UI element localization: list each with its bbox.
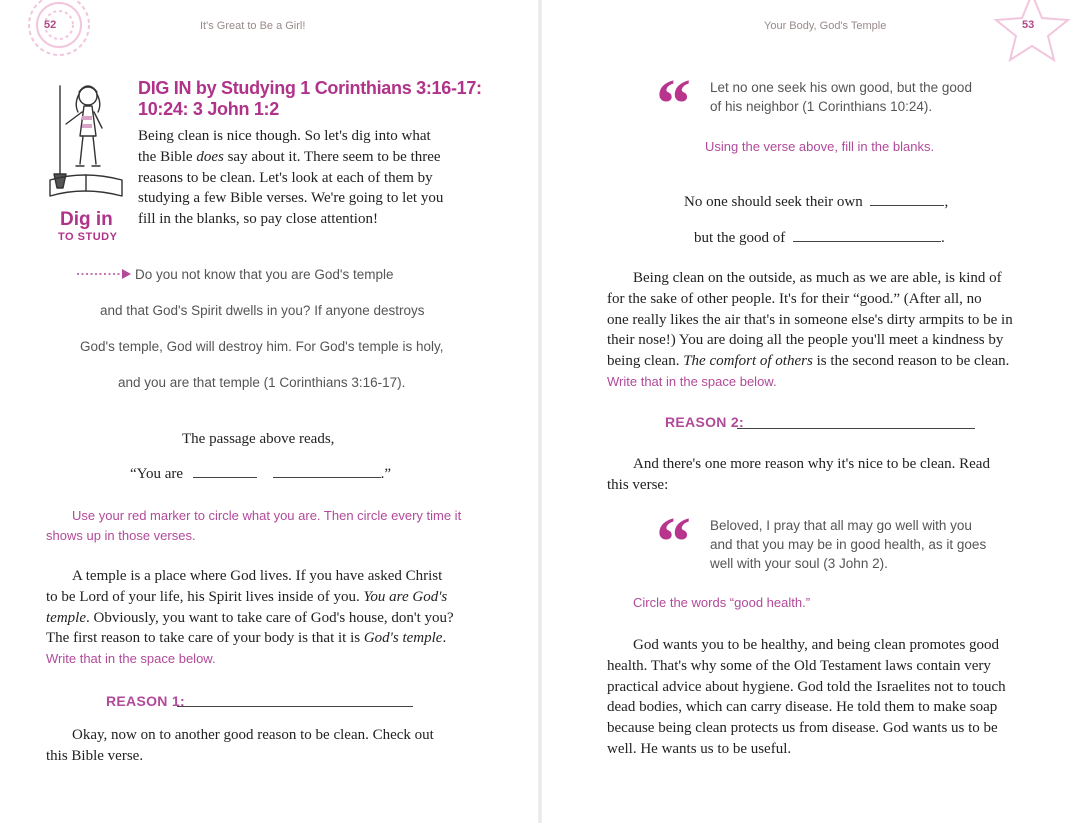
text-line: one really likes the air that's in someone else's dirty armpits to be in [607,311,1013,328]
blank-line[interactable] [273,465,381,478]
girl-with-shovel-icon [44,78,128,202]
text-line: this verse: [607,476,669,493]
quote-mark-icon: “ [656,504,691,581]
text-line: studying a few Bible verses. We're going to let you [138,190,444,207]
text-line: for the sake of other people. It's for their “good.” (After all, no [607,290,982,307]
text-line: this Bible verse. [46,747,144,764]
closing-paragraph [46,725,516,767]
text-run: being clean. [607,353,684,370]
verse-line: Let no one seek his own good, but the good [710,80,972,95]
one-more-paragraph [607,454,1067,496]
verse-line: and you are that temple (1 Corinthians 3:16-17). [118,375,406,390]
you-are-close: .” [380,466,391,482]
text-run: . [442,630,447,647]
page-number-left: 52 [44,19,57,31]
fill-in-label: No one should seek their own [684,194,863,210]
dotted-arrow-icon [76,268,132,280]
dig-in-title-line: DIG IN by Studying 1 Corinthians 3:16-17: [138,78,482,98]
instruction-line: Write that in the space below. [46,651,216,667]
text-line [46,587,516,608]
running-head-left: It's Great to Be a Girl! [200,20,306,32]
text-run: is the second reason to be clean. [812,353,1010,370]
fill-in-end: , [944,194,949,210]
fill-in-label: but the good of [694,230,786,246]
text-line: Being clean on the outside, as much as we are able, is kind of [633,270,1002,286]
verse-line: God's temple, God will destroy him. For God's temple is holy, [80,339,444,354]
health-paragraph [607,635,1067,760]
reason-1-label: REASON 1: [106,693,185,709]
text-line: Okay, now on to another good reason to be clean. Check out [72,727,434,743]
instruction-line: Write that in the space below. [607,373,777,389]
quote-mark-icon: “ [656,66,691,143]
dig-in-badge-title: Dig in [60,209,113,230]
italic-run: You are God's [363,588,448,605]
text-run: to be Lord of your life, his Spirit lives inside of you. [46,588,364,605]
right-page [540,0,1080,823]
text-line: the Bible does say about it. There seem to be three [138,148,441,165]
reason-1-answer-line[interactable] [177,694,413,707]
text-line [607,351,1067,372]
text-line: their nose!) You are doing all the people you'll meet a kindness by [607,332,1004,349]
instruction-line: Use your red marker to circle what you are. Then circle every time it [72,508,462,523]
dig-in-paragraph [138,126,443,230]
text-line [46,608,516,629]
instruction-line: Using the verse above, fill in the blanks. [705,139,935,154]
verse-line: Do you not know that you are God's temple [135,267,394,282]
verse-line: well with your soul (3 John 2). [710,556,888,571]
text-line: well. He wants us to be useful. [607,740,792,757]
fill-in-end: . [941,230,945,246]
you-are-label: “You are [130,466,184,482]
star-ornament-icon [992,0,1072,62]
text-run: . Obviously, you want to take care of God's house, don't you? [85,609,454,626]
temple-paragraph [46,566,516,670]
text-line: And there's one more reason why it's nice to be clean. Read [633,456,990,472]
verse-line: and that God's Spirit dwells in you? If anyone destroys [100,303,425,318]
text-line: because being clean protects us from disease. God wants us to be [607,720,998,737]
text-line: reasons to be clean. Let's look at each of them by [138,169,433,186]
flower-ornament-icon [22,0,96,62]
verse-block-1 [710,78,972,116]
italic-run: The comfort of others [683,353,813,370]
verse-line: and that you may be in good health, as it goes [710,537,987,552]
text-run: The first reason to take care of your body is that it is [46,630,364,647]
page-number-right: 53 [1022,19,1035,31]
dig-in-title-line: 10:24: 3 John 1:2 [138,99,279,119]
fill-in-own [684,192,948,213]
verse-block-2 [710,516,986,573]
text-line: practical advice about hygiene. God told the Israelites not to touch [607,678,1006,695]
verse-line: of his neighbor (1 Corinthians 10:24). [710,99,933,114]
instruction-line: shows up in those verses. [46,528,196,543]
italic-run: temple [46,609,86,626]
text-line: God wants you to be healthy, and being clean promotes good [633,637,1000,653]
text-line: health. That's why some of the Old Testament laws contain very [607,657,991,674]
text-line: dead bodies, which can carry disease. He told them to make soap [607,699,998,716]
dig-in-badge-subtitle: TO STUDY [58,231,118,243]
instruction-line: Circle the words “good health.” [633,595,811,610]
italic-run: God's temple [363,630,443,647]
running-head-right: Your Body, God's Temple [764,20,887,32]
comfort-paragraph [607,268,1067,393]
reason-2-label: REASON 2: [665,414,744,430]
text-line: fill in the blanks, so pay close attention! [138,211,378,228]
dig-in-title [138,78,482,120]
text-line: Being clean is nice though. So let's dig into what [138,128,431,144]
text-line [46,628,516,649]
verse-line: Beloved, I pray that all may go well with you [710,518,972,533]
fill-in-good-of [694,228,945,249]
blank-line[interactable] [793,229,941,242]
blank-line[interactable] [870,193,944,206]
text-line: A temple is a place where God lives. If you have asked Christ [72,568,443,584]
reason-2-answer-line[interactable] [737,416,975,429]
passage-reads-text: The passage above reads, [182,431,335,447]
blank-line[interactable] [193,465,257,478]
you-are-fill-in [130,464,391,485]
